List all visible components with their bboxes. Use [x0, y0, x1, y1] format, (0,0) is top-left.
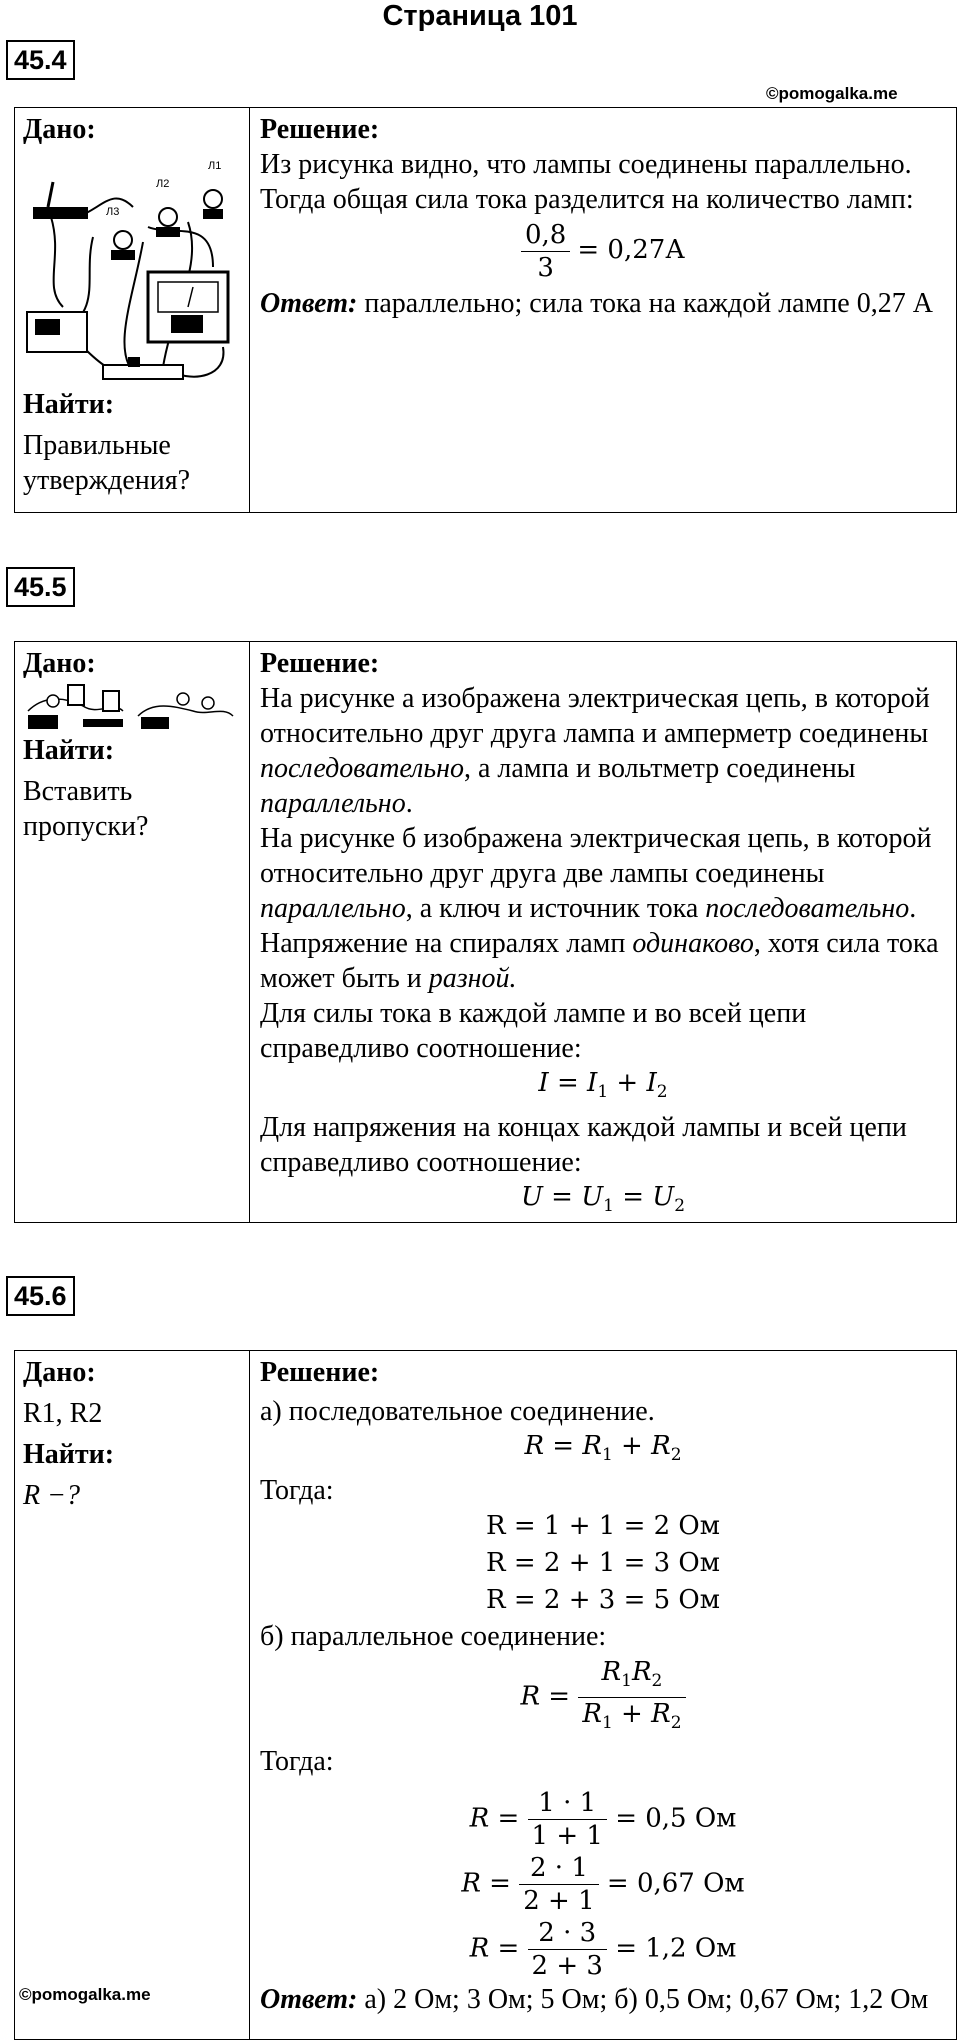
parallel-step-1: R = $\frac{1 \cdot 1}{1 + 1}$ = 0,5 Ом	[469, 1787, 737, 1851]
circuit-figures-45-5	[23, 681, 238, 733]
given-column	[15, 108, 250, 512]
find-text: Правильные утверждения?	[23, 430, 191, 496]
given-label: Дано:	[23, 1357, 96, 1388]
task-45-4-table	[14, 107, 957, 513]
frac-result: = 0,27А	[577, 234, 685, 265]
then-label-1: Тогда:	[260, 1475, 334, 1507]
given-text: R1, R2	[23, 1398, 103, 1429]
f1-sub1: 1	[597, 1082, 609, 1103]
f1-i2: I	[646, 1068, 657, 1098]
p2c: , а ключ и источник тока	[405, 893, 706, 924]
p1-num: 1 · 1	[528, 1787, 607, 1820]
formula-current	[260, 219, 946, 284]
f2-lhs: U	[520, 1182, 543, 1213]
task-number-45-4: 45.4	[6, 40, 75, 80]
p2h: разной.	[428, 963, 517, 994]
p1e: .	[405, 788, 413, 819]
p1-res: = 0,5 Ом	[615, 1803, 737, 1834]
given-label: Дано:	[23, 648, 96, 679]
label-l1: Л1	[208, 160, 222, 172]
given-column	[15, 1351, 250, 2039]
solution-column	[250, 108, 956, 512]
p3-num: 2 · 3	[528, 1917, 607, 1950]
formula-series: $R = R_1 + R_2$	[524, 1431, 682, 1466]
task-number-45-6: 45.6	[6, 1276, 75, 1316]
p2a: На рисунке б изображена электрическая цепь, в которой относительно друг друга две лампы соединены	[260, 823, 932, 889]
p2-res: = 0,67 Ом	[606, 1868, 745, 1899]
solution-column	[250, 642, 956, 1222]
page-title: Страница 101	[382, 0, 578, 32]
find-text: R −?	[23, 1480, 80, 1511]
circuit-figure-45-4	[23, 147, 238, 387]
answer	[260, 286, 946, 321]
answer	[260, 1982, 946, 2017]
label-l3: Л3	[106, 206, 120, 218]
p1d: параллельно	[260, 788, 406, 819]
find-label: Найти:	[23, 1439, 115, 1470]
p2b: параллельно	[260, 893, 406, 924]
ammeter-icon	[103, 691, 119, 711]
solution-label: Решение:	[260, 648, 380, 679]
solution-label: Решение:	[260, 1357, 380, 1388]
series-step-3: R = 2 + 3 = 5 Ом	[486, 1585, 720, 1616]
task-number-45-5: 45.5	[6, 567, 75, 607]
paragraph-1	[260, 681, 946, 821]
watermark-top: ©pomogalka.me	[766, 84, 898, 103]
find-text: Вставить пропуски?	[23, 776, 149, 842]
formula-current-sum: $I = I_1 + I_2$	[538, 1068, 668, 1103]
solution-label: Решение:	[260, 114, 380, 145]
p2f: одинаково	[632, 928, 754, 959]
then-label-2: Тогда:	[260, 1745, 334, 1777]
p2g: , хотя сила тока может быть и	[260, 928, 939, 994]
given-label: Дано:	[23, 114, 96, 145]
find-label: Найти:	[23, 389, 115, 420]
voltmeter-icon	[68, 685, 84, 705]
power-source-icon	[27, 312, 87, 352]
given-column	[15, 642, 250, 1222]
solution-column	[250, 1351, 956, 2039]
paragraph-2	[260, 821, 946, 996]
find-label: Найти:	[23, 735, 115, 766]
formula-parallel: R = $\frac{R_1R_2}{R_1 + R_2}$	[260, 1656, 946, 1739]
solution-text: Из рисунка видно, что лампы соединены параллельно. Тогда общая сила тока разделится на количество ламп:	[260, 149, 914, 215]
p2d: последовательно	[705, 893, 910, 924]
f1-sub2: 2	[656, 1082, 668, 1103]
paragraph-4: Для напряжения на концах каждой лампы и всей цепи справедливо соотношение:	[260, 1112, 907, 1179]
switch-icon	[33, 182, 88, 219]
f1-lhs: I	[538, 1068, 549, 1098]
p3-res: = 1,2 Ом	[615, 1933, 737, 1964]
p2-num: 2 · 1	[519, 1852, 598, 1885]
formula-voltage-equal: $U = U_1 = U_2$	[520, 1182, 686, 1217]
p1c: , а лампа и вольтметр соединены	[463, 753, 856, 784]
answer-text: а) 2 Ом; 3 Ом; 5 Ом; б) 0,5 Ом; 0,67 Ом; 1,2 Ом	[357, 1983, 929, 2015]
parallel-step-2: R = $\frac{2 \cdot 1}{2 + 1}$ = 0,67 Ом	[461, 1852, 745, 1916]
f2-u1: U	[581, 1182, 604, 1213]
p2e: . Напряжение на спиралях ламп	[260, 893, 917, 959]
task-45-6-table	[14, 1350, 957, 2040]
parallel-step-3: R = $\frac{2 \cdot 3}{2 + 3}$ = 1,2 Ом	[469, 1917, 737, 1981]
f2-sub2: 2	[674, 1196, 686, 1217]
label-l2: Л2	[156, 178, 170, 190]
frac-denominator: 3	[537, 253, 554, 283]
f1-i1: I	[587, 1068, 598, 1098]
paragraph-3: Для силы тока в каждой лампе и во всей цепи справедливо соотношение:	[260, 998, 807, 1064]
answer-label: Ответ:	[260, 288, 358, 319]
task-45-5-table	[14, 641, 957, 1223]
lamp-icon	[111, 190, 223, 260]
series-text: а) последовательное соединение.	[260, 1396, 655, 1427]
answer-text: параллельно; сила тока на каждой лампе 0,27 А	[357, 288, 933, 319]
rheostat-icon	[103, 357, 183, 379]
watermark-bottom: ©pomogalka.me	[19, 1985, 151, 2004]
p3-den: 2 + 3	[531, 1950, 603, 1981]
ammeter-icon	[148, 272, 228, 342]
p1-den: 1 + 1	[531, 1820, 603, 1851]
f2-sub1: 1	[603, 1196, 614, 1217]
parallel-text: б) параллельное соединение:	[260, 1621, 607, 1653]
frac-numerator: 0,8	[521, 219, 570, 252]
p1a: На рисунке а изображена электрическая цепь, в которой относительно друг друга лампа и амперметр соединены	[260, 683, 930, 749]
f2-u2: U	[652, 1182, 675, 1213]
answer-label: Ответ:	[260, 1983, 358, 2015]
p1b: последовательно	[260, 753, 464, 784]
series-step-1: R = 1 + 1 = 2 Ом	[486, 1511, 720, 1542]
p2-den: 2 + 1	[523, 1885, 595, 1916]
series-step-2: R = 2 + 1 = 3 Ом	[486, 1548, 720, 1579]
